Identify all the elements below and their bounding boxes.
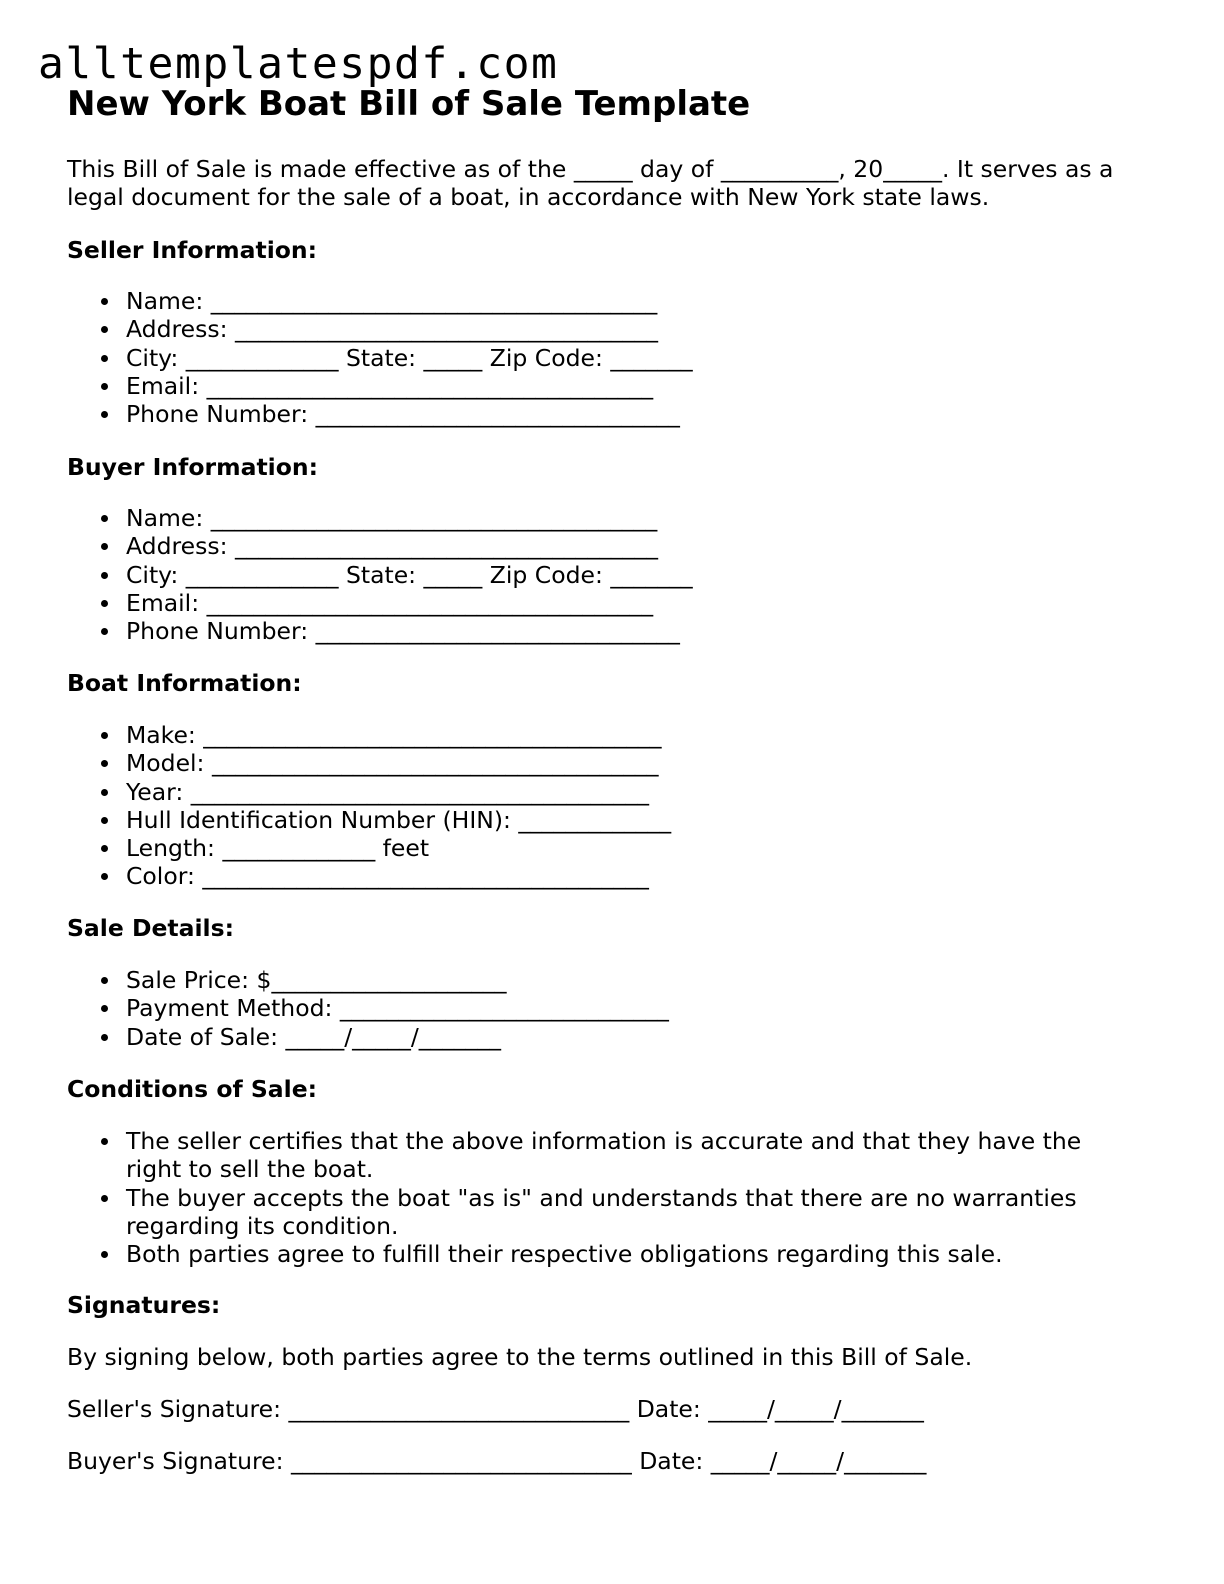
seller-email-field: Email: ______________________________________ xyxy=(67,372,693,400)
buyer-list xyxy=(67,504,693,645)
seller-heading: Seller Information: xyxy=(67,236,318,264)
seller-phone-field: Phone Number: _______________________________ xyxy=(67,400,693,428)
buyer-name-field: Name: ______________________________________ xyxy=(67,504,693,532)
date-of-sale-field: Date of Sale: _____/_____/_______ xyxy=(67,1023,669,1051)
boat-length-field: Length: _____________ feet xyxy=(67,834,671,862)
seller-address-field: Address: ____________________________________ xyxy=(67,315,693,343)
boat-hin-field: Hull Identification Number (HIN): _____________ xyxy=(67,806,671,834)
buyer-city-state-zip-field: City: _____________ State: _____ Zip Code: _______ xyxy=(67,561,693,589)
buyer-heading: Buyer Information: xyxy=(67,453,319,481)
seller-signature-line: Seller's Signature: _____________________________ Date: _____/_____/_______ xyxy=(67,1395,924,1423)
signatures-heading: Signatures: xyxy=(67,1291,221,1319)
intro-paragraph: This Bill of Sale is made effective as of the _____ day of __________, 20_____. It serves as a legal document for the sale of a boat, in accordance with New York state laws. xyxy=(67,155,1114,211)
seller-list xyxy=(67,287,693,428)
boat-make-field: Make: _______________________________________ xyxy=(67,721,671,749)
boat-list xyxy=(67,721,671,891)
buyer-phone-field: Phone Number: _______________________________ xyxy=(67,617,693,645)
seller-name-field: Name: ______________________________________ xyxy=(67,287,693,315)
payment-method-field: Payment Method: ____________________________ xyxy=(67,994,669,1022)
boat-heading: Boat Information: xyxy=(67,669,302,697)
signatures-statement: By signing below, both parties agree to the terms outlined in this Bill of Sale. xyxy=(67,1343,973,1371)
sale-list xyxy=(67,966,669,1051)
conditions-list xyxy=(67,1127,1126,1268)
condition-item: The seller certifies that the above information is accurate and that they have the right to sell the boat. xyxy=(67,1127,1126,1184)
boat-model-field: Model: ______________________________________ xyxy=(67,749,671,777)
buyer-email-field: Email: ______________________________________ xyxy=(67,589,693,617)
sale-heading: Sale Details: xyxy=(67,914,234,942)
seller-city-state-zip-field: City: _____________ State: _____ Zip Code: _______ xyxy=(67,344,693,372)
document-title: New York Boat Bill of Sale Template xyxy=(67,84,751,124)
buyer-address-field: Address: ____________________________________ xyxy=(67,532,693,560)
watermark: alltemplatespdf.com xyxy=(38,39,559,89)
condition-item: The buyer accepts the boat "as is" and understands that there are no warranties regarding its condition. xyxy=(67,1184,1126,1241)
boat-year-field: Year: _______________________________________ xyxy=(67,778,671,806)
buyer-signature-line: Buyer's Signature: _____________________________ Date: _____/_____/_______ xyxy=(67,1447,927,1475)
condition-item: Both parties agree to fulfill their respective obligations regarding this sale. xyxy=(67,1240,1126,1268)
sale-price-field: Sale Price: $____________________ xyxy=(67,966,669,994)
conditions-heading: Conditions of Sale: xyxy=(67,1075,318,1103)
boat-color-field: Color: ______________________________________ xyxy=(67,862,671,890)
